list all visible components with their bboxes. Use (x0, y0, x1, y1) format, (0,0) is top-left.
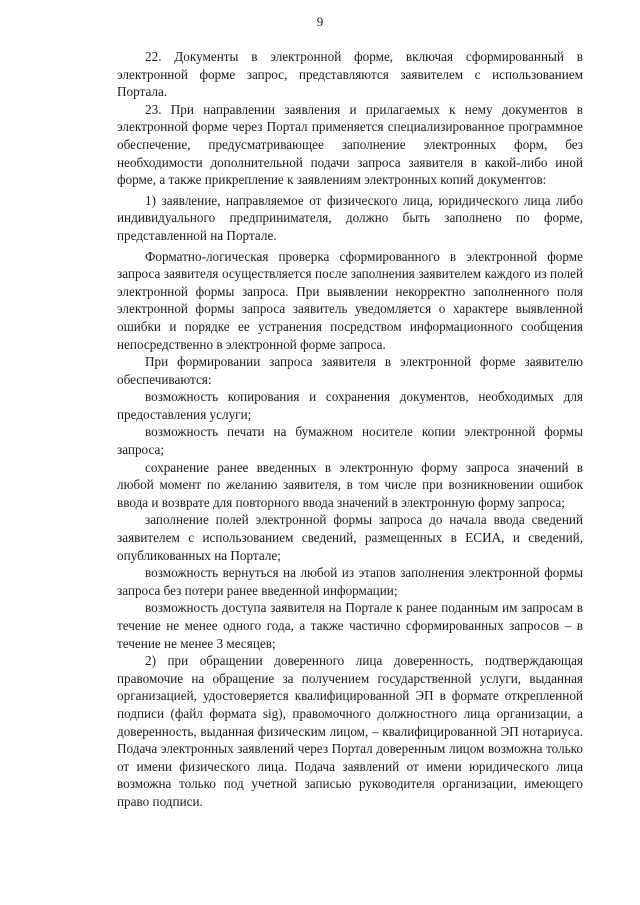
paragraph-provision-prefill: заполнение полей электронной формы запроса до начала ввода сведений заявителем с использованием сведений, размещенных в ЕСИА, и сведений, опубликованных на Портале; (117, 512, 583, 563)
page-number: 9 (316, 14, 324, 29)
paragraph-item-1: 1) заявление, направляемое от физического лица, юридического лица либо индивидуального предпринимателя, должно быть заполнено по форме, представленной на Портале. (117, 192, 583, 243)
paragraph-provision-return: возможность вернуться на любой из этапов заполнения электронной формы запроса без потери ранее введенной информации; (117, 565, 583, 598)
paragraph-22: 22. Документы в электронной форме, включая сформированный в электронной форме запрос, представляются заявителем с использованием Портала. (117, 49, 583, 100)
paragraph-provision-save: сохранение ранее введенных в электронную форму запроса значений в любой момент по желанию заявителя, в том числе при возникновении ошибок ввода и возврате для повторного ввода значений в электронную форму запроса; (117, 459, 583, 510)
paragraph-provision-access: возможность доступа заявителя на Портале к ранее поданным им запросам в течение не менее одного года, а также частично сформированных запросов – в течение не менее 3 месяцев; (117, 600, 583, 651)
paragraph-provision-copy: возможность копирования и сохранения документов, необходимых для предоставления услуги; (117, 389, 583, 422)
document-body (117, 48, 583, 811)
paragraph-provision-print: возможность печати на бумажном носителе копии электронной формы запроса; (117, 424, 583, 458)
paragraph-item-2: 2) при обращении доверенного лица доверенность, подтверждающая правомочие на обращение за получением государственной услуги, выданная организацией, удостоверяется квалифицированной ЭП в формате открепленной подписи (файл формата sig), правомочного должностного лица организации, а доверенность, выданная физическим лицом, – квалифицированной ЭП нотариуса. Подача электронных заявлений через Портал доверенным лицом возможна только от имени физического лица. Подача заявлений от имени юридического лица возможна только под учетной записью руководителя организации, имеющего право подписи. (117, 653, 583, 809)
paragraph-provisions-intro: При формировании запроса заявителя в электронной форме заявителю обеспечиваются: (117, 354, 583, 387)
paragraph-23: 23. При направлении заявления и прилагаемых к нему документов в электронной форме через Портал применяется специализированное программное обеспечение, предусматривающее заполнение электронных форм, без необходимости дополнительной подачи запроса заявителя в какой-либо иной форме, а также прикрепление к заявлениям электронных копий документов: (117, 101, 583, 188)
paragraph-format-check: Форматно-логическая проверка сформированного в электронной форме запроса заявителя осуществляется после заполнения заявителем каждого из полей электронной формы запроса. При выявлении некорректно заполненного поля электронной формы запроса заявитель уведомляется о характере выявленной ошибки и порядке ее устранения посредством информационного сообщения непосредственно в электронной форме запроса. (117, 248, 583, 352)
